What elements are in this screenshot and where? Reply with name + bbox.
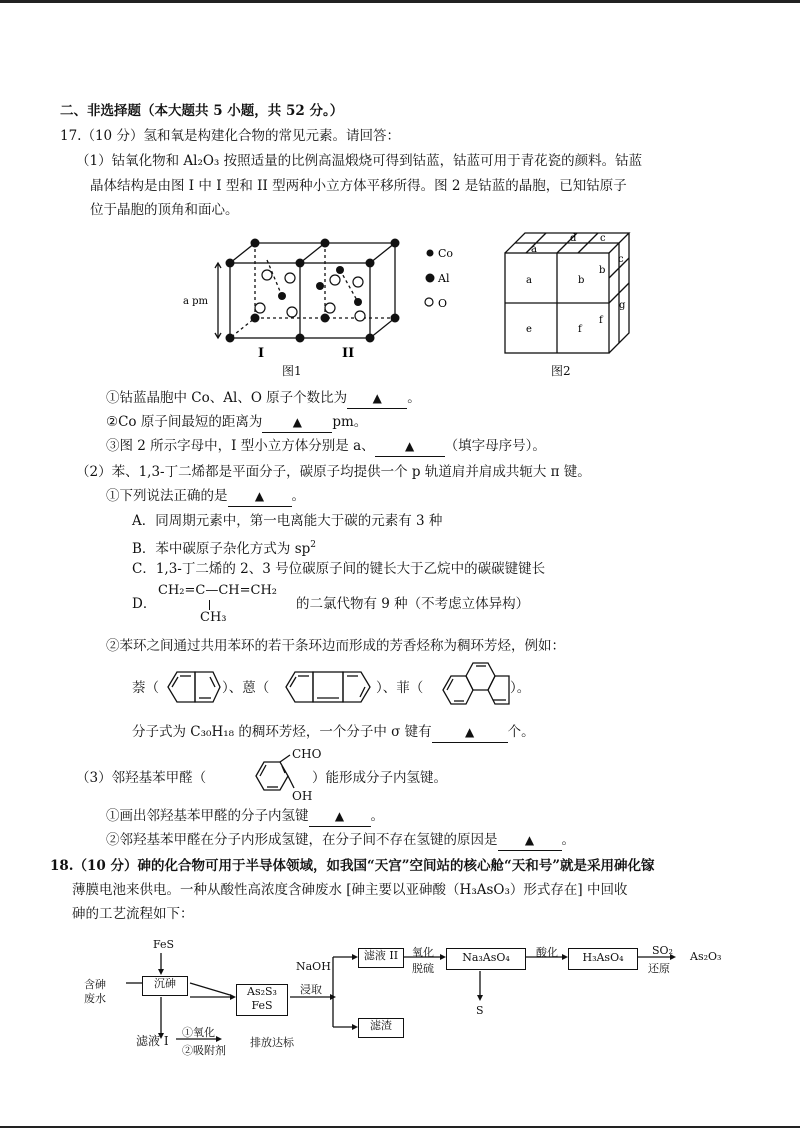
flow-fes: FeS xyxy=(153,938,175,951)
flow-reduce: 还原 xyxy=(648,962,670,975)
fused-rings-anth-label: ）、蒽（ xyxy=(222,680,270,696)
fig2-letter-a-top: a xyxy=(531,244,537,255)
fig2-caption: 图2 xyxy=(551,364,571,378)
fig2-letter-c: c xyxy=(618,254,624,265)
answer-blank[interactable]: ▲ xyxy=(432,722,508,743)
answer-blank[interactable]: ▲ xyxy=(262,412,332,433)
flow-na3aso4: Na₃AsO₄ xyxy=(446,948,526,970)
fig2-letter-c-top: c xyxy=(600,233,606,244)
flow-so2: SO₂ xyxy=(652,944,673,957)
q17-p3-pre: （3）邻羟基苯甲醛（ xyxy=(76,770,207,786)
s2-q1: ①下列说法正确的是 ▲ 。 xyxy=(106,486,305,507)
bottom-rule xyxy=(0,1126,800,1128)
answer-blank[interactable]: ▲ xyxy=(347,388,407,409)
flow-residue: 滤渣 xyxy=(358,1018,404,1038)
s1-q2: ②Co 原子间最短的距离为 ▲ pm。 xyxy=(106,412,367,433)
fig1-label-I: I xyxy=(258,346,265,361)
fig1-label-II: II xyxy=(342,346,355,361)
option-d-text: 的二氯代物有 9 种（不考虑立体异构） xyxy=(296,596,530,612)
phenanthrene-structure xyxy=(433,660,513,714)
q17-p2: （2）苯、1,3-丁二烯都是平面分子，碳原子均提供一个 p 轨道肩并肩成共轭大 π 键。 xyxy=(76,464,591,480)
flow-naoh: NaOH xyxy=(296,960,331,973)
q18-line3: 砷的工艺流程如下： xyxy=(72,906,194,922)
flow-h3aso4: H₃AsO₄ xyxy=(568,948,638,970)
option-a: A．同周期元素中，第一电离能大于碳的元素有 3 种 xyxy=(132,513,443,529)
q17-p1-line2: 晶体结构是由图 I 中 I 型和 II 型两种小立方体平移所得。图 2 是钴蓝的晶胞，已知钴原子 xyxy=(90,178,627,194)
answer-blank[interactable]: ▲ xyxy=(498,830,562,851)
fig1-caption: 图1 xyxy=(282,364,302,378)
q18-line1: 18.（10 分）砷的化合物可用于半导体领域，如我国“天宫”空间站的核心舱“天和号”就是采用砷化镓 xyxy=(50,858,655,874)
fused-rings-phen-label: ）、菲（ xyxy=(376,680,424,696)
s2-q2: ②苯环之间通过共用苯环的若干条环边而形成的芳香烃称为稠环芳烃，例如： xyxy=(106,638,565,654)
flow-f1-step2: ②吸附剂 xyxy=(182,1044,226,1057)
option-c: C．1,3-丁二烯的 2、3 号位碳原子间的键长大于乙烷中的碳碳键键长 xyxy=(132,561,546,577)
s2-q3: 分子式为 C₃₀H₁₈ 的稠环芳烃，一个分子中 σ 键有 ▲ 个。 xyxy=(132,722,535,743)
legend-o: O xyxy=(438,297,448,310)
fig2-letter-b-side: b xyxy=(599,265,606,276)
flow-input-1: 含砷 xyxy=(84,978,106,991)
flow-step-precipitate: 沉砷 xyxy=(142,976,188,996)
dimension-label: a pm xyxy=(183,296,209,307)
q18-line2: 薄膜电池来供电。一种从酸性高浓度含砷废水 [砷主要以亚砷酸（H₃AsO₃）形式存在] 中回收 xyxy=(72,882,628,898)
s1-q1: ①钴蓝晶胞中 Co、Al、O 原子个数比为 ▲ 。 xyxy=(106,388,421,409)
fig2-letter-g: g xyxy=(619,300,626,311)
flow-as2o3: As₂O₃ xyxy=(690,950,722,963)
q17-p1-line3: 位于晶胞的顶角和面心。 xyxy=(90,202,239,218)
answer-blank[interactable]: ▲ xyxy=(375,436,445,457)
flow-filtrate2: 滤液 II xyxy=(358,948,404,968)
flow-sulfur: S xyxy=(476,1004,484,1017)
flow-discharge: 排放达标 xyxy=(250,1036,294,1049)
flow-input-2: 废水 xyxy=(84,992,106,1005)
figure-2-unit-cell xyxy=(495,228,645,358)
oh-group: OH xyxy=(292,789,313,803)
fig2-letter-b: b xyxy=(578,275,585,286)
s3-q1: ①画出邻羟基苯甲醛的分子内氢键 ▲ 。 xyxy=(106,806,384,827)
flow-step-solid: As₂S₃ FeS xyxy=(236,984,288,1016)
s3-q2: ②邻羟基苯甲醛在分子内形成氢键，在分子间不存在氢键的原因是 ▲ 。 xyxy=(106,830,575,851)
naphthalene-structure xyxy=(162,664,222,710)
flow-oxid: 氧化 xyxy=(412,946,434,959)
q17-p3-post: ）能形成分子内氢键。 xyxy=(312,770,447,786)
flow-filtrate1: 滤液 I xyxy=(136,1034,169,1048)
legend-al: Al xyxy=(438,272,450,285)
flow-desulf: 脱硫 xyxy=(412,962,434,975)
anthracene-structure xyxy=(280,664,380,710)
option-d-methyl: CH₃ xyxy=(200,610,227,625)
q17-p1-line1: （1）钴氧化物和 Al₂O₃ 按照适量的比例高温煅烧可得到钴蓝，钴蓝可用于青花瓷的颜料。钴蓝 xyxy=(76,153,643,169)
option-d-formula: CH₂=C—CH=CH₂ xyxy=(158,583,278,598)
flowchart-arrows xyxy=(80,935,740,1075)
fused-rings-tail: ）。 xyxy=(510,680,531,696)
cho-group: CHO xyxy=(292,747,322,761)
fig2-letter-e: e xyxy=(526,324,532,335)
option-d-label: D． xyxy=(132,596,157,612)
figure-1-crystal xyxy=(180,230,480,370)
section-header: 二、非选择题（本大题共 5 小题，共 52 分。） xyxy=(60,103,344,119)
flow-acid: 酸化 xyxy=(536,946,558,959)
answer-blank[interactable]: ▲ xyxy=(228,486,292,507)
fig2-letter-d: d xyxy=(570,233,577,244)
s1-q3: ③图 2 所示字母中，I 型小立方体分别是 a、 ▲ （填字母序号）。 xyxy=(106,436,546,457)
fig2-letter-a: a xyxy=(526,275,532,286)
fig2-letter-f-side: f xyxy=(599,315,603,326)
fig2-letter-f: f xyxy=(578,324,582,335)
legend-co: Co xyxy=(438,247,454,260)
answer-blank[interactable]: ▲ xyxy=(309,806,371,827)
flow-f1-step1: ①氧化 xyxy=(182,1026,215,1039)
q17-header: 17.（10 分）氢和氧是构建化合物的常见元素。请回答： xyxy=(60,128,400,144)
fused-rings-naph-label: 萘（ xyxy=(132,680,159,696)
flow-leach: 浸取 xyxy=(300,983,322,996)
option-b: B．苯中碳原子杂化方式为 $sp^2$ xyxy=(132,540,317,557)
top-rule xyxy=(0,0,800,3)
